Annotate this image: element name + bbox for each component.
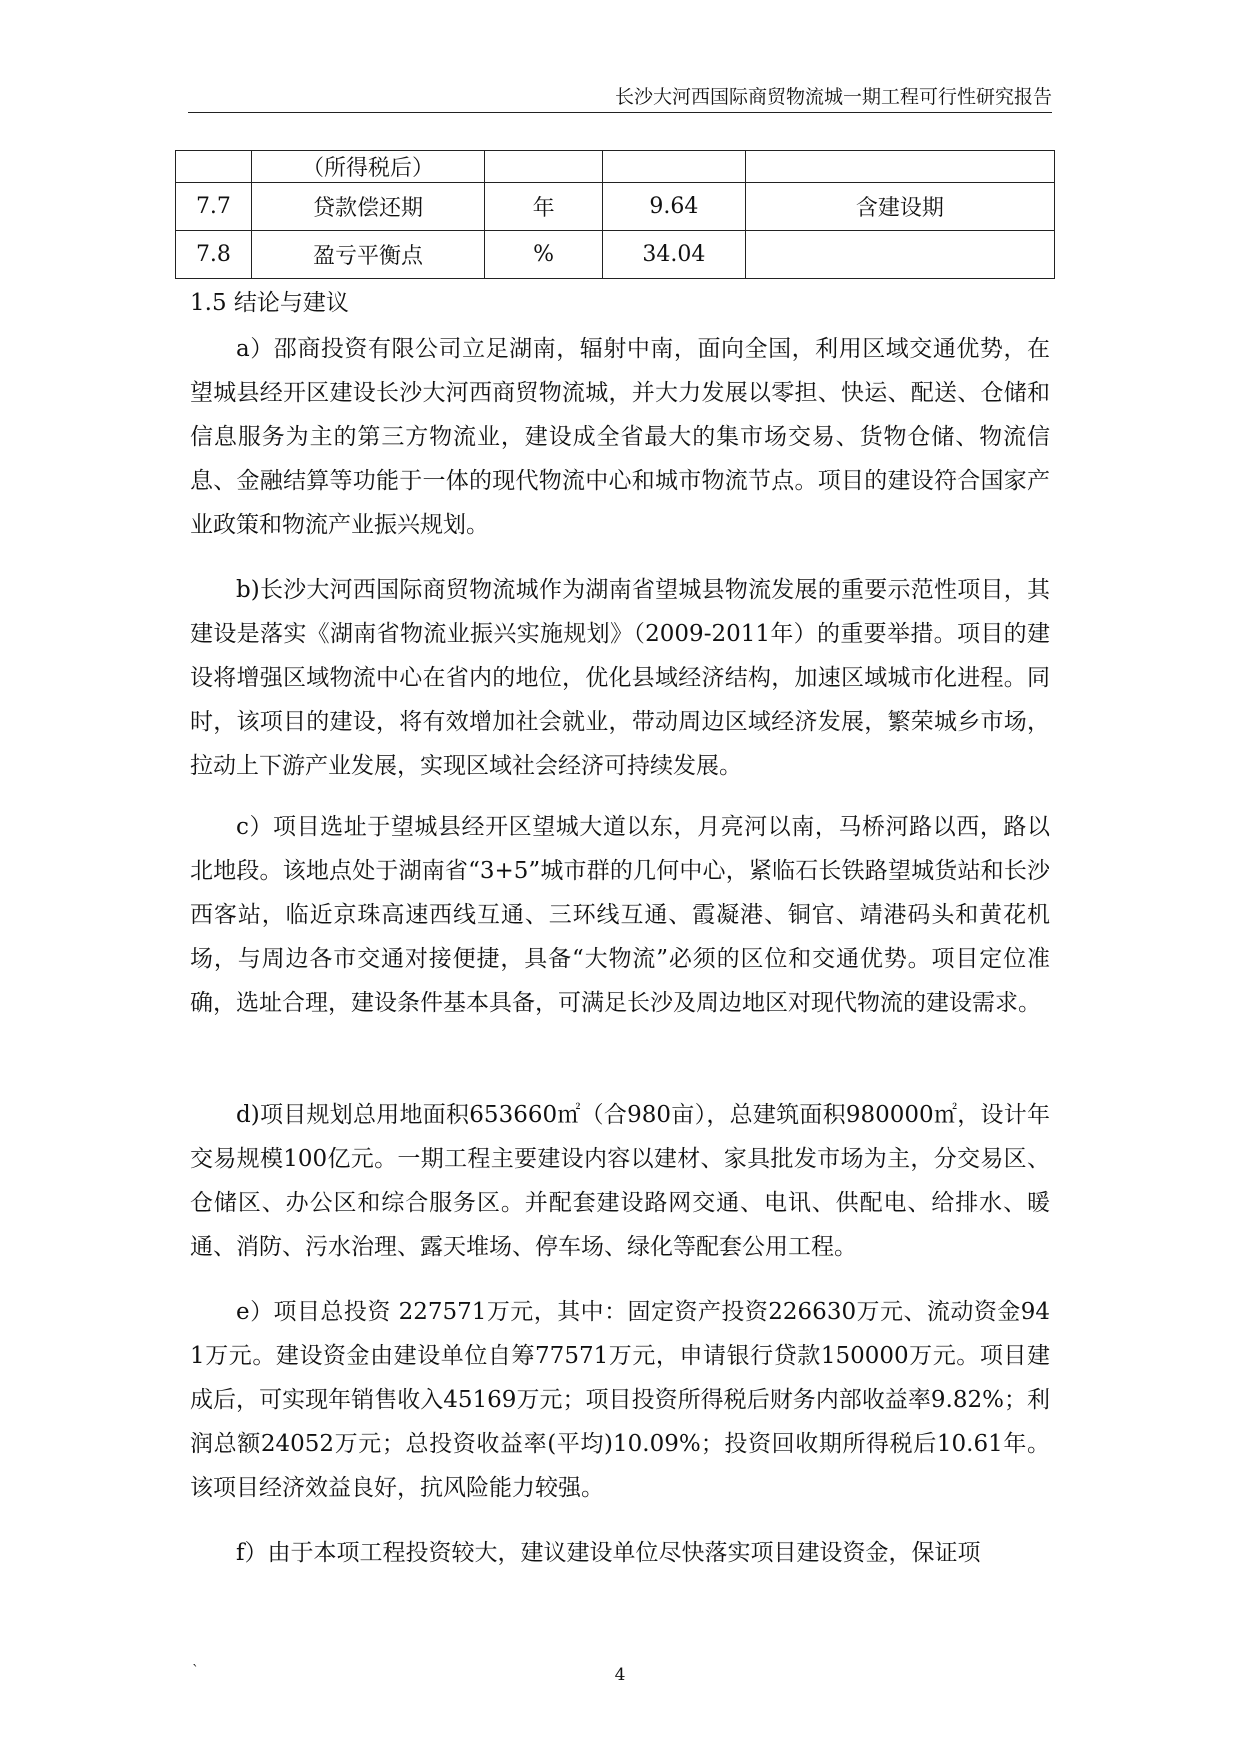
- table-row: [176, 151, 1055, 183]
- table-cell: 9.64: [603, 183, 746, 231]
- table-cell: （所得税后）: [251, 151, 484, 183]
- table-cell: 盈亏平衡点: [251, 231, 484, 279]
- table-cell: [745, 231, 1054, 279]
- page-header: [188, 86, 1052, 113]
- table-cell: 年: [485, 183, 603, 231]
- table-cell: [176, 151, 252, 183]
- paragraph-f: f）由于本项工程投资较大，建议建设单位尽快落实项目建设资金，保证项: [236, 1540, 981, 1566]
- table-cell: [603, 151, 746, 183]
- table-row: [176, 183, 1055, 231]
- table-row: [176, 231, 1055, 279]
- page-number: 4: [614, 1665, 626, 1685]
- header-title: 长沙大河西国际商贸物流城一期工程可行性研究报告: [614, 86, 1052, 108]
- paragraph-c: c）项目选址于望城县经开区望城大道以东，月亮河以南，马桥河路以西，路以北地段。该地点处于湖南省“3+5”城市群的几何中心，紧临石长铁路望城货站和长沙西客站，临近京珠高速西线互通、三环线互通、霞凝港、铜官、靖港码头和黄花机场，与周边各市交通对接便捷，具备“大物流”必须的区位和交通优势。项目定位准确，选址合理，建设条件基本具备，可满足长沙及周边地区对现代物流的建设需求。: [190, 814, 1050, 1016]
- table-cell: %: [485, 231, 603, 279]
- paragraph-e: e）项目总投资 227571万元，其中：固定资产投资226630万元、流动资金941万元。建设资金由建设单位自筹77571万元，申请银行贷款150000万元。项目建成后，可实现年销售收入45169万元；项目投资所得税后财务内部收益率9.82%；利润总额24052万元；总投资收益率(平均)10.09%；投资回收期所得税后10.61年。该项目经济效益良好，抗风险能力较强。: [190, 1299, 1050, 1501]
- table-cell: 贷款偿还期: [251, 183, 484, 231]
- footer-mark: `: [192, 1663, 199, 1679]
- indicator-table: [175, 150, 1055, 279]
- table-cell: [745, 151, 1054, 183]
- paragraph-d: d)项目规划总用地面积653660㎡（合980亩），总建筑面积980000㎡，设计年交易规模100亿元。一期工程主要建设内容以建材、家具批发市场为主，分交易区、仓储区、办公区和综合服务区。并配套建设路网交通、电讯、供配电、给排水、暖通、消防、污水治理、露天堆场、停车场、绿化等配套公用工程。: [190, 1102, 1050, 1260]
- table-cell: 7.7: [176, 183, 252, 231]
- section-title: 1.5 结论与建议: [190, 290, 349, 316]
- paragraph-b: b)长沙大河西国际商贸物流城作为湖南省望城县物流发展的重要示范性项目，其建设是落实《湖南省物流业振兴实施规划》（2009-2011年）的重要举措。项目的建设将增强区域物流中心在省内的地位，优化县域经济结构，加速区域城市化进程。同时，该项目的建设，将有效增加社会就业，带动周边区域经济发展，繁荣城乡市场，拉动上下游产业发展，实现区域社会经济可持续发展。: [190, 577, 1050, 779]
- table-cell: [485, 151, 603, 183]
- table-cell: 7.8: [176, 231, 252, 279]
- table-cell: 含建设期: [745, 183, 1054, 231]
- paragraph-a: a）邵商投资有限公司立足湖南，辐射中南，面向全国，利用区域交通优势，在望城县经开区建设长沙大河西商贸物流城，并大力发展以零担、快运、配送、仓储和信息服务为主的第三方物流业，建设成全省最大的集市场交易、货物仓储、物流信息、金融结算等功能于一体的现代物流中心和城市物流节点。项目的建设符合国家产业政策和物流产业振兴规划。: [190, 336, 1050, 538]
- table-cell: 34.04: [603, 231, 746, 279]
